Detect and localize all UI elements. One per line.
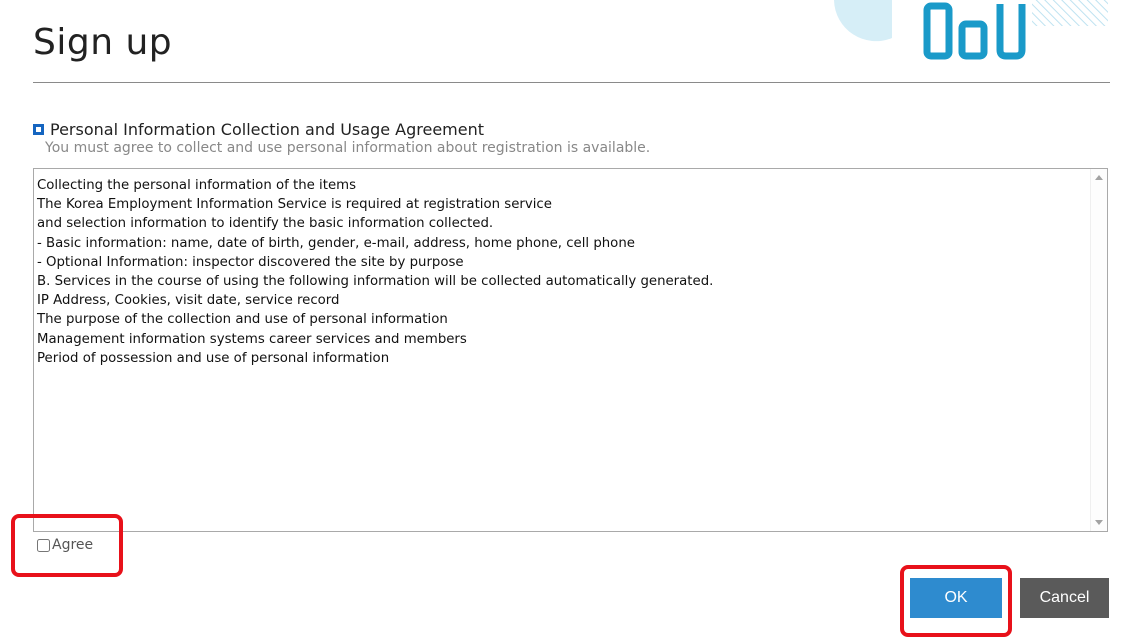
terms-line: B. Services in the course of using the following information will be collected automatically generated. [37, 274, 714, 290]
scroll-up-button[interactable] [1091, 169, 1107, 186]
terms-line: Period of possession and use of personal information [37, 350, 390, 366]
agreement-title: Personal Information Collection and Usage Agreement [50, 120, 485, 139]
agreement-heading [33, 120, 484, 139]
scroll-up-arrow-icon [1095, 175, 1103, 180]
terms-line: - Optional Information: inspector discovered the site by purpose [37, 254, 464, 270]
terms-line: - Basic information: name, date of birth, gender, e-mail, address, home phone, cell phone [37, 235, 635, 251]
terms-line: and selection information to identify the basic information collected. [37, 216, 494, 232]
page-title: Sign up [33, 22, 173, 63]
scroll-down-arrow-icon [1095, 520, 1103, 525]
header-divider [33, 82, 1110, 83]
terms-line: The Korea Employment Information Service is required at registration service [37, 197, 552, 213]
terms-scrollbar[interactable] [1090, 169, 1107, 531]
terms-content [37, 176, 1087, 368]
brand-logo [832, 0, 1126, 70]
terms-line: The purpose of the collection and use of personal information [37, 312, 448, 328]
ok-highlight [900, 565, 1012, 637]
cancel-button[interactable]: Cancel [1020, 578, 1109, 618]
square-bullet-icon [33, 124, 44, 135]
terms-line: IP Address, Cookies, visit date, service record [37, 293, 340, 309]
terms-line: Management information systems career services and members [37, 331, 467, 347]
scroll-down-button[interactable] [1091, 514, 1107, 531]
terms-textarea[interactable] [33, 168, 1108, 532]
agree-label[interactable]: Agree [52, 537, 94, 553]
agreement-subtitle: You must agree to collect and use personal information about registration is available. [45, 140, 651, 156]
logo-graphic [832, 0, 1126, 70]
terms-line: Collecting the personal information of the items [37, 178, 357, 193]
ok-button[interactable]: OK [910, 578, 1002, 618]
agree-highlight [11, 514, 123, 577]
